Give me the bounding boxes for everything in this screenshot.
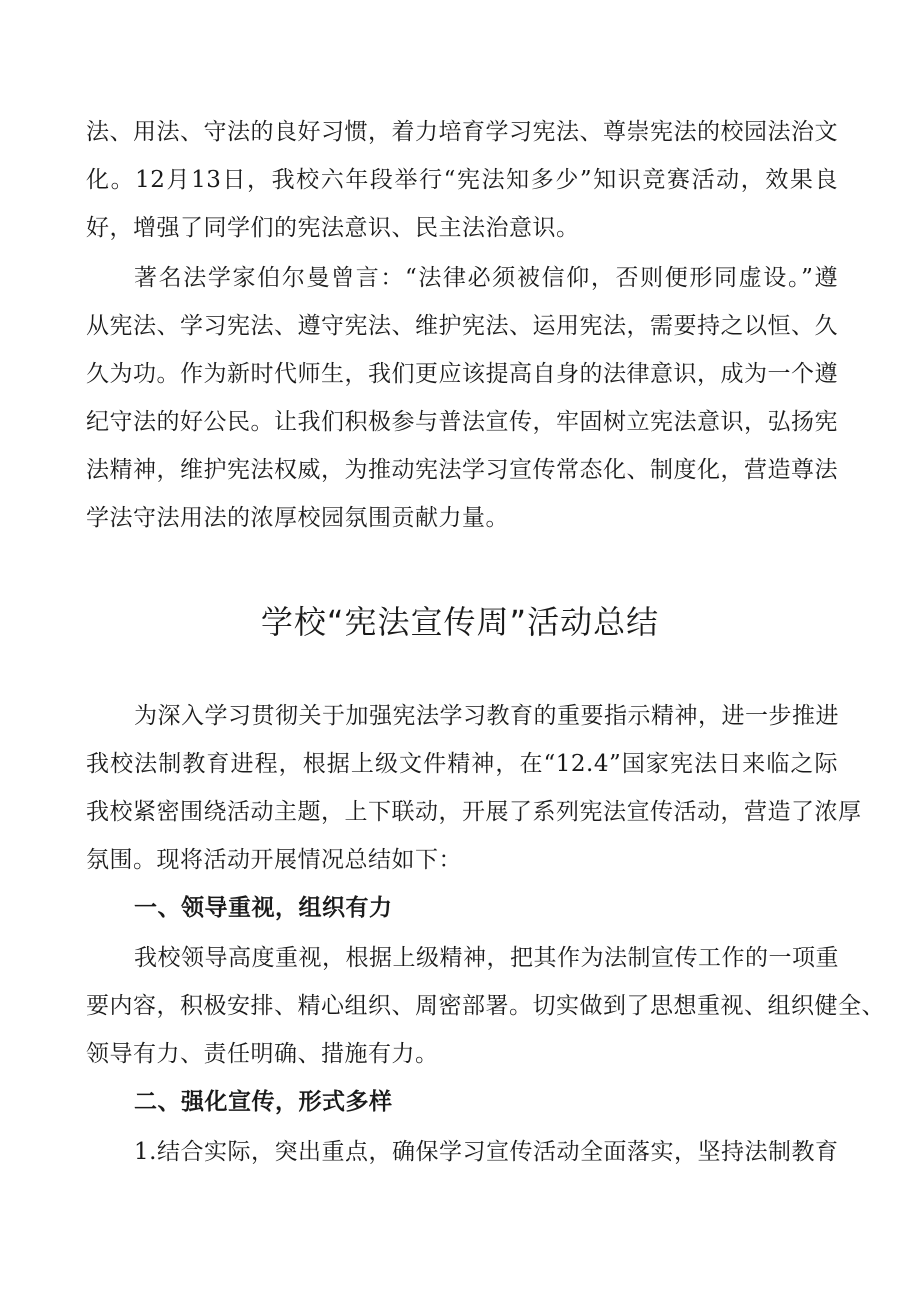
text-line: 久为功。作为新时代师生，我们更应该提高自身的法律意识，成为一个遵 [86,361,838,387]
section-heading-1: 一、领导重视，组织有力 [134,895,393,921]
page-title: 学校“宪法宣传周”活动总结 [260,603,660,641]
text-line: 学法守法用法的浓厚校园氛围贡献力量。 [86,505,509,531]
text-line: 为深入学习贯彻关于加强宪法学习教育的重要指示精神，进一步推进 [134,703,839,729]
text-line: 我校领导高度重视，根据上级精神，把其作为法制宣传工作的一项重 [134,945,839,971]
text-line: 领导有力、责任明确、措施有力。 [86,1041,439,1067]
text-line: 化。12月13日，我校六年段举行“宪法知多少”知识竞赛活动，效果良 [86,167,838,193]
text-line: 我校紧密围绕活动主题，上下联动，开展了系列宪法宣传活动，营造了浓厚 [86,799,862,825]
text-line: 好，增强了同学们的宪法意识、民主法治意识。 [86,215,580,241]
text-line: 法精神，维护宪法权威，为推动宪法学习宣传常态化、制度化，营造尊法 [86,457,838,483]
text-line: 要内容，积极安排、精心组织、周密部署。切实做到了思想重视、组织健全、 [86,993,885,1019]
section-heading-2: 二、强化宣传，形式多样 [134,1089,393,1115]
text-line: 1.结合实际，突出重点，确保学习宣传活动全面落实，坚持法制教育 [134,1139,839,1165]
text-line: 我校法制教育进程，根据上级文件精神，在“12.4”国家宪法日来临之际 [86,751,838,777]
text-line: 纪守法的好公民。让我们积极参与普法宣传，牢固树立宪法意识，弘扬宪 [86,409,838,435]
text-line: 法、用法、守法的良好习惯，着力培育学习宪法、尊崇宪法的校园法治文 [86,119,838,145]
text-line: 氛围。现将活动开展情况总结如下： [86,847,462,873]
text-line: 从宪法、学习宪法、遵守宪法、维护宪法、运用宪法，需要持之以恒、久 [86,313,838,339]
text-line: 著名法学家伯尔曼曾言：“法律必须被信仰，否则便形同虚设。”遵 [134,265,838,291]
